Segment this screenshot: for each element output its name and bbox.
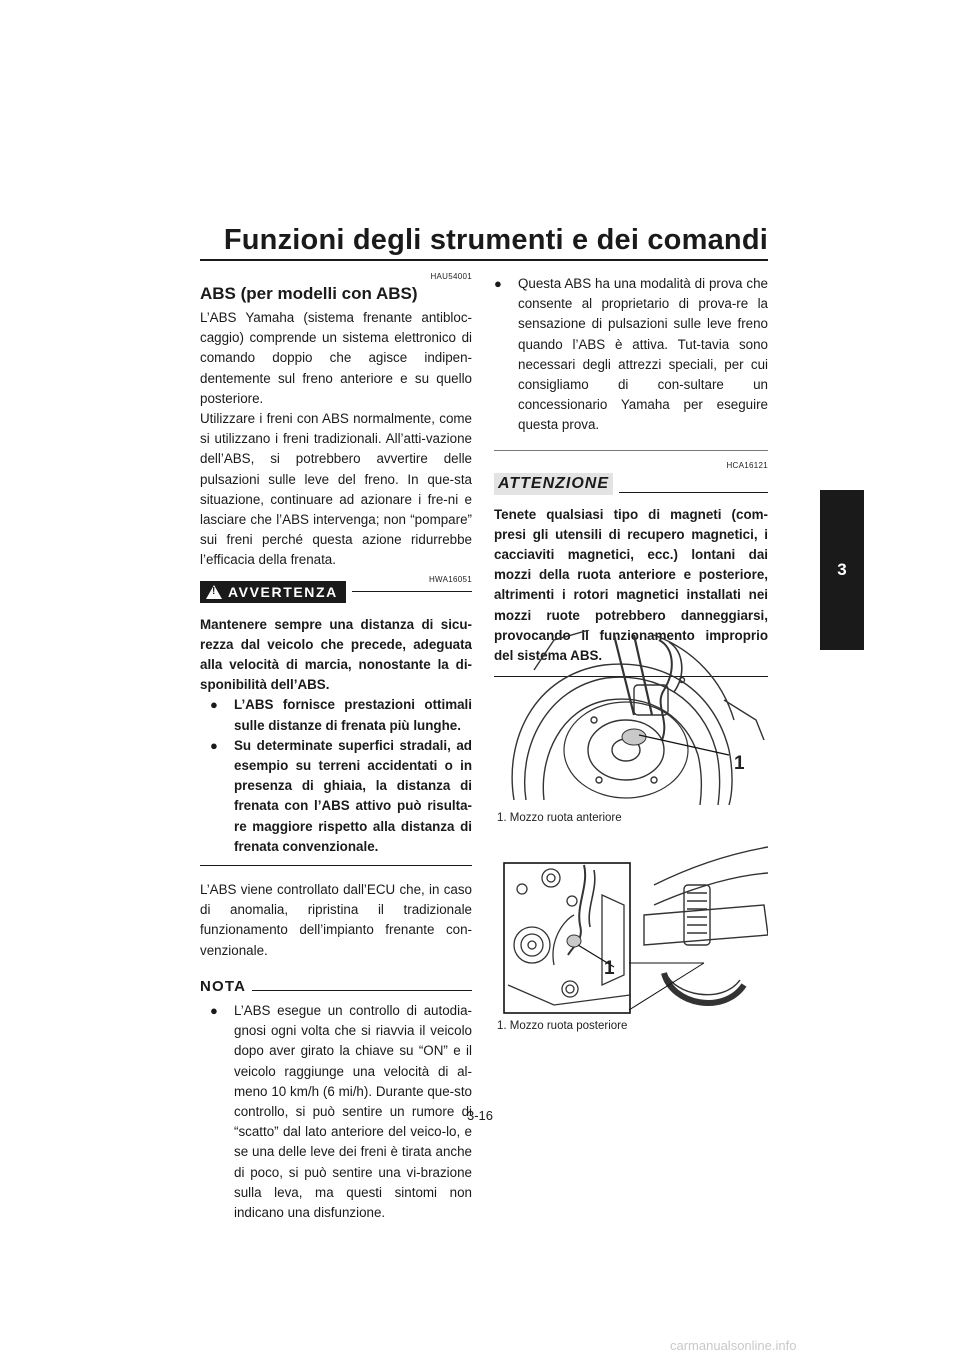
rear-wheel-hub-illustration: [494, 845, 768, 1015]
header-rule: [352, 591, 472, 592]
list-item: ● L’ABS fornisce prestazioni ottimali sulle distanze di frenata più lunghe.: [210, 697, 472, 733]
attention-header: [494, 471, 768, 495]
section-rule: [200, 865, 472, 866]
bullet-icon: ●: [210, 1002, 218, 1018]
site-watermark: carmanualsonline.info: [670, 1338, 797, 1353]
callout-number: 1: [734, 753, 745, 774]
front-wheel-hub-illustration: [494, 630, 768, 805]
title-rule: [200, 259, 768, 261]
warning-bullet-list: [200, 695, 472, 857]
abs-paragraph-2: Utilizzare i freni con ABS normalmente, come si utilizzano i freni tradizionali. All’atti-vazione dell’ABS, si potrebbero avvertire delle pulsazioni sulle leve del freno. In que-sta situazione, continuare ad azionare i fre-ni e lasciare che l’ABS intervenga; non “pompare” sui freni perché questa azione ridurrebbe l’efficacia della frenata.: [200, 411, 472, 568]
figure-caption: 1. Mozzo ruota posteriore: [497, 1020, 628, 1032]
nota-label: NOTA: [200, 977, 247, 995]
bullet-icon: ●: [210, 737, 218, 753]
chapter-tab[interactable]: 3: [820, 490, 864, 650]
nota-header: [200, 975, 472, 995]
section-rule: [494, 450, 768, 451]
header-rule: [252, 990, 472, 991]
warning-label: AVVERTENZA: [228, 583, 338, 600]
warning-label-box: [200, 581, 346, 603]
callout-number: 1: [604, 958, 615, 979]
list-item: ● Su determinate superfici stradali, ad esempio su terreni accidentati o in presenza di ghiaia, la distanza di frenata con l’ABS attivo può risulta-re maggiore rispetto alla distanza di frenata convenzionale.: [210, 737, 472, 854]
figure-caption: 1. Mozzo ruota anteriore: [497, 812, 622, 824]
nota-bullet-list: [200, 1001, 472, 1223]
list-item: ● Questa ABS ha una modalità di prova che consente al proprietario di prova-re la sensazione di pulsazioni sulle leve freno quando l’ABS è attiva. Tut-tavia sono necessari degli attrezzi speciali, per cui consigliamo di con-sultare un concessionario Yamaha per eseguire questa prova.: [494, 276, 768, 433]
abs-paragraph-3: L’ABS viene controllato dall’ECU che, in caso di anomalia, ripristina il tradizionale funzionamento dell’impianto frenante con-venzionale.: [200, 882, 472, 958]
attention-text: Tenete qualsiasi tipo di magneti (com-presi gli utensili di recupero magnetici, i cacciaviti magnetici, ecc.) lontani dai mozzi della ruota anteriore e posteriore, altrimenti i rotori magnetici installati nei mozzi ruote potrebbero danneggiarsi, provocando il funzionamento improprio del sistema ABS.: [494, 506, 768, 664]
right-column: [494, 272, 768, 677]
doc-code: HAU54001: [430, 272, 472, 281]
abs-paragraph-1: L’ABS Yamaha (sistema frenante antibloc-caggio) comprende un sistema elettronico di comando doppio che agisce indipen-dentemente sul freno anteriore e su quello posteriore.: [200, 310, 472, 406]
warning-triangle-icon: [206, 585, 222, 599]
doc-code: HWA16051: [428, 574, 472, 584]
bullet-icon: ●: [494, 276, 502, 291]
section-heading-abs: ABS (per modelli con ABS): [200, 284, 418, 303]
left-column: [200, 272, 472, 1223]
abs-test-bullet-list: [494, 274, 768, 436]
warning-text: Mantenere sempre una distanza di sicu-rezza dal veicolo che precede, adeguata alla velocità di marcia, nonostante la di-sponibilità dell’ABS.: [200, 616, 472, 693]
doc-code: HCA16121: [726, 460, 768, 470]
header-rule: [619, 492, 768, 493]
bullet-icon: ●: [210, 697, 218, 713]
page-number: 3-16: [466, 1108, 494, 1123]
attention-label: ATTENZIONE: [494, 473, 613, 495]
page-title: Funzioni degli strumenti e dei comandi: [223, 224, 768, 256]
list-item: ● L’ABS esegue un controllo di autodia-gnosi ogni volta che si riavvia il veicolo dopo aver girato la chiave su “ON” e il veicolo raggiunge una velocità di al-meno 10 km/h (6 mi/h). Durante que-sto controllo, si può sentire un rumore di “scatto” dal lato anteriore del veico-lo, e se una delle leve dei freni è tirata anche di poco, si può sentire una vi-brazione sulla leva, ma questi sintomi non indicano una disfunzione.: [210, 1002, 472, 1220]
